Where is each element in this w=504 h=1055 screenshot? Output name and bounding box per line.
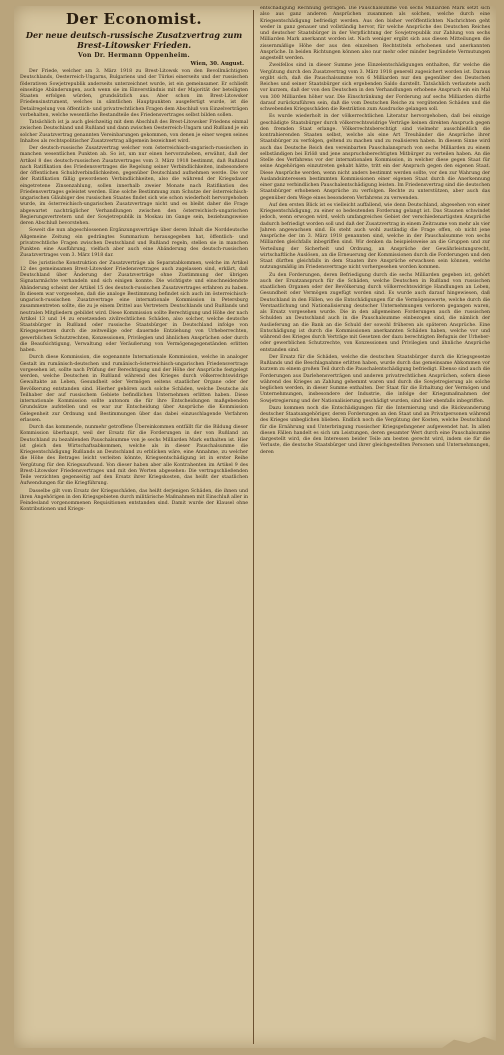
body-paragraph: Der deutsch-russische Zusatzvertrag welcher vom österreichisch-ungarisch-russischen in manchen wesentlichen Punkten ab. So ist, um nur einen hervorzuheben, erwähnt, daß der Artikel 8 des deutsch-russischen Zusatzvertrages vom 3. März 1918 bestimmt, daß Rußland nach Ratifikation des Friedensvertrages die Regelung seiner Verbindlichkeiten, insbesondere der öffentlichen Schuldverbindlichkeiten, gegenüber Deutschland aufnehmen werde. Die vor der Ratifikation fällig gewordenen Verbindlichkeiten, also die während der Kriegsdauer eingetretene Zinsenzahlung, sollen innerhalb zweier Monate nach Ratifikation des Friedensvertrages geleistet werden. Eine solche Bestimmung zum Schutze der österreichisch-ungarischen Gläubiger des russischen Staates findet sich wie schon wiederholt hervorgehoben wurde, im österreichisch-ungarischen Zusatzvertrage nicht und es bleibt daher die Frage abgewartet nachträglicher Verhandlungen zwischen den österreichisch-ungarischen Regierungsvertretern und der Sowjetrepublik in Moskau im Gange sein, beziehungsweise deren Abschluß bevorstehen. — [20, 146, 248, 226]
body-paragraph: Durch das kommende, nunmehr getroffene Übereinkommen entfällt für die Bildung dieser Kommission überhaupt, weil der Ersatz für die Forderungen in der von Rußland an Deutschland zu bezahlenden Pauschalsumme von je sechs Milliarden Mark enthalten ist. Hier ist gleich den Wirtschaftsabkommen, welche als in dieser Pauschalsumme die Kriegsentschädigung Rußlands an Deutschland zu erblicken wäre, eine Annahme, zu welcher die Höhe des Betrages leicht verleiten könnte, Kriegsentschädigung ist in erster Reihe Vergütung für den Kriegsaufwand. Von dieser haben aber alle Kontrahenten im Artikel 9 des Brest-Litowsker Friedensvertrages und mit den Worten abgesehen: Die vertragschließenden Teile verzichten gegenseitig auf den Ersatz ihrer Kriegskosten, das heißt der staatlichen Aufwendungen für die Kriegführung. — [20, 425, 248, 487]
body-paragraph: Der Friede, welcher am 3. März 1918 zu Brest-Litowsk von den Bevollmächtigten Deutschlands, Oesterreich-Ungarns, Bulgariens und der Türkei einerseits und der russischen föderativen Sowjetrepublik anderseits unterzeichnet wurde, ist ein gemeinsamer. Er schließt einseitige Abänderungen, auch wenn sie im Einverständnis mit der Majorität der beteiligten Staaten erfolgen würden, grundsätzlich aus. Aber schon im Brest-Litowsker Friedensinstrument, welches in sämtlichen Hauptpunkten ausgefertigt wurde, ist die Detailregelung von öffentlich- und privatrechtlichen Fragen dem Abschluß von Einzelverträgen vorbehalten, welche wesentliche Bestandteile des Friedensvertrages selbst bilden sollen. — [20, 69, 248, 118]
left-column — [20, 6, 248, 1048]
body-paragraph: Es wurde wiederholt in der völkerrechtlichen Literatur hervorgehoben, daß bei einzige geschädigte Staatsbürger durch völkerrechtswidrige Verträge keinen direkten Anspruch gegen den fremden Staat erlange. Völkerrechtsberechtigt sind vielmehr ausschließlich die kontrahierenden Staaten selbst, welche als eine Art Treuhänder die Ansprüche ihrer Staatsbürger zu verfolgen, geltend zu machen und zu realisieren haben. In diesem Sinne wird auch das Deutsche Reich den vereinbarten Pauschalanspruch von sechs Milliarden zu einem selbständigen bei Erlöß und jene anspruchsberechtigten Mitbürger zu verteilen haben. An die Stelle des Verfahrens vor der internationalen Kommission, in welcher diese gegen Staat für seine Angehörigen einzutreten gehabt hätte, tritt ein der Anspruch gegen den eigenen Staat. Diese Ansprüche werden, wenn nicht anders bestimmt werden sollte, vor den zur Wahrung der Auslandsinteressen bestimmten Kommissionen einer eigenen Staat durch die Anerkennung einer ganz verbindlichen Pauschalentschädigung leisten. Im Friedensvertrag sind die deutschen Staatsbürger erhobenen Ansprüche zu verfolgen. Rechte zu unterstützen, aber auch das gegenüber dem Wege eines besonderen Verfahrens zu verwenden. — [260, 114, 490, 201]
body-paragraph: Die juristische Konstruktion der Zusatzverträge als Separatabkommen, welche im Artikel 12 des gemeinsamen Brest-Litowsker Friedensvertrages auch zugelassen sind, erklärt, daß Deutschland über Änderung der Zusatzverträge ohne Zustimmung der übrigen Signatarmächte verhandeln und sich einigen konnte. Die wichtigste und einschneidendste Abänderung scheint der Artikel 15 des deutsch-russischen Zusatzvertrages erfahren zu haben. In diesem war vorgesehen, daß die analoge Bestimmung befindet sich auch im österreichisch-ungarisch-russischen Zusatzvertrage eine internationale Kommission in Petersburg zusammentreten sollte, die zu je einem Drittel aus Vertretern Deutschlands und Rußlands und neutralen Mitgliedern gebildet wird. Diese Kommission sollte Berechtigung und Höhe der nach Artikel 13 und 14 zu ersetzenden zivilrechtlichen Schäden, also solcher, welche deutsche Staatsbürger in Rußland oder russische Staatsbürger in Deutschland infolge von Kriegsgesetzen durch die zeitweilige oder dauernde Entziehung von Urheberrechten, gewerblichen Schutzrechten, Konzessionen, Privilegien und ähnlichen Ansprüchen oder durch die Beaufsichtigung, Verwaltung oder Veräußerung von Vermögensgegenständen erlitten haben. — [20, 260, 248, 353]
body-paragraph: Der Ersatz für die Schäden, welche die deutschen Staatsbürger durch die Kriegsgesetze Rußlands und die Beschlagnahme erlitten haben, wurde durch das gemeinsame Abkommen vor kurzem zu einem großen Teil durch die Pauschalentschädigung befriedigt. Ebenso sind auch die Forderungen aus Darlehensverträgen und anderen privatrechtlichen Ansprüchen, sofern diese während des Krieges an Zahlung gehemmt waren und durch die Sowjetregierung als solche beglichen werden, in dieser Summe enthalten. Der Staat für die Erhaltung der Vermögen und Unternehmungen, insbesondere der Industrie, die infolge der Kriegsmaßnahmen der Sowjetregierung und der Nationalisierung geschädigt wurden, sind hier ebenfalls inbegriffen. — [260, 354, 490, 404]
article-headline: Der neue deutsch-russische Zusatzvertrag zum Brest-Litowsker Frieden. — [25, 30, 243, 50]
body-paragraph: Tatsächlich ist ja auch gleichzeitig mit dem Abschluß des Brest-Litowsker Friedens einmal zwischen Deutschland und Rußland und dann zwischen Oesterreich-Ungarn und Rußland je ein solcher Zusatzvertrag genannten Vereinbarungen gekommen, von denen je einer wegen seines Inhaltes als rechtspolitischer Zusatzvertrag allgemein bezeichnet wird. — [20, 120, 248, 144]
masthead: Der Economist. — [65, 10, 203, 28]
body-paragraph: Durch diese Kommission, die sogenannte Internationale Kommission, welche in analoger Gestalt im rumänisch-deutschen und rumänisch-österreichisch-ungarischen Friedensvertrage vorgesehen ist, sollte nach Prüfung der Berechtigung und der Höhe der Ansprüche festgelegt werden, welche Deutschen in Rußland während des Krieges durch völkerrechtswidrige Gewaltakte an Leben, Gesundheit oder Vermögen seitens staatlicher Organe oder der Bevölkerung entstanden sind. Hierher gehören auch solche Schäden, welche Deutsche als Teilhaber der auf russischem Gebiete befindlichen Unternehmen erlitten haben. Diese internationale Kommission sollte autonom die für ihre Entscheidungen maßgebenden Grundsätze aufstellen und es war zur Entscheidung über Ansprüche die Kommission Gelegenheit zur Ordnung und Bestimmungen über das dabei einzuschlagende Verfahren erlassen. — [20, 355, 248, 423]
body-paragraph: Auf den ersten Blick ist es vielleicht auffallend, wie denn Deutschland, abgesehen von einer Kriegsentschädigung, zu einer so bedeutenden Forderung gelangt ist. Das Staunen schwindet jedoch, wenn erwogen wird, welch umfangreiches Gebiet der verschiedenartigsten Ansprüche dadurch befriedigt worden soll und daß der Zusatzvertrag in einem Zeitraume von mehr als vier Jahren angewachsen sind. Es steht auch wohl zuständig die Frage offen, ob nicht jene Ansprüche der im 3. März 1918 genannten sind, welche in der Pauschalsumme von sechs Milliarden gleichfalls inbegriffen sind. Wir denken da beispielsweise an die Gruppen und zur Verteilung der Sicherheit und Ordnung, an Ansprüche der Gewährleistungsrecht, wirtschaftliche Auslösen, an die Erneuerung der Kommissionen durch die Forderungen und den Staat dürften gleichfalls in dem Staaten ihre Ansprüche erwachsen sein können, welche nutzungsmäßig im Friedensvertrage nicht vorhergesehen worden kommen. — [260, 202, 490, 271]
body-paragraph: Dasselbe gilt vom Ersatz der Kriegsschäden, das heißt derjenigen Schäden, die ihnen und ihren Angehörigen in den Kriegsgebieten durch militärische Maßnahmen mit Einschluß aller in Feindesland vorgenommenen Requisitionen entstanden sind. Damit wurde der Klausel ohne Kontributionen und Kriegs- — [20, 488, 248, 513]
column-divider — [253, 10, 254, 1044]
dateline: Wien, 30. August. — [190, 61, 244, 67]
byline: Von Dr. Hermann Oppenheim. — [78, 52, 190, 59]
newspaper-clipping — [14, 6, 496, 1048]
body-paragraph: entschädigung Rechnung getragen. Die Pauschalsumme von sechs Milliarden Mark setzt sich also aus ganz anderen Ansprüchen zusammen als solchen, welche durch eine Kriegsentschädigung befriedigt werden. Aus den bisher veröffentlichten Nachrichten geht weder in ganz genauer und vollständig hervor, für welche Ansprüche des Deutschen Reiches und deutscher Staatsbürger in der Verpflichtung der Sowjetrepublik zur Zahlung von sechs Milliarden Mark anerkannt worden ist. Nach weniger ergibt sich aus diesen Mitteilungen die zissernmäßige Höhe der aus den einzelnen Rechtstiteln erhobenen und anerkannten Ansprüche. In beiden Richtungen können also nur mehr oder minder begründete Vermutungen angestellt werden. — [260, 6, 490, 61]
body-paragraph: Dazu kommen noch die Entschädigungen für die Internierung und die Rückwanderung deutscher Staatsangehöriger, deren Forderungen an den Staat und an Privatpersonen während des Krieges unbeglichen blieben. Endlich noch die Vergütung der Kosten, welche Deutschland für die Ernährung und Unterbringung russischer Kriegsgefangener aufgewendet hat. In allen diesen Fällen handelt es sich um Leistungen, deren gesamter Wert durch eine Pauschalsumme dargestellt wird, die den Interessen beider Teile am besten gerecht wird, indem sie für die Verluste, die deutsche Staatsbürger und ihrer gleichgestellten Personen und Unternehmungen, deren — [260, 405, 490, 455]
body-paragraph: Zu den Forderungen, deren Befriedigung durch die sechs Milliarden gegeben ist, gehört auch der Ersatzanspruch für die Schäden, welche Deutschen in Rußland von russischen staatlichen Organen oder der Bevölkerung durch völkerrechtswidrige Handlungen an Leben, Gesundheit oder Vermögen zugefügt worden sind. Es wurde auch darauf hingewiesen, daß Deutschland in den Fällen, wo die Entschädigungen für die Vermögenswerte, welche durch die Verstaatlichung und Nationalisierung deutscher Unternehmungen verloren gegangen waren, als Ersatz vorgesehen wurde. Die in den allgemeinen Forderungen auch die russischen Schulden an Deutschland auch in die Pauschalsumme einbezogen sind, die nämlich der Auslieferung an die Bank an die Schuld der sowohl früheren als späteren Ansprüche. Eine Entschädigung ist durch die Kommissionen anerkannten Schäden haben, welche vor und während des Krieges durch Verträge mit Gesetzen der dazu berechtigten Befugnis der Urheber- oder gewerblichen Schutzrechte, von Konzessionen und Privilegien und ähnliche Ansprüche entstanden sind. — [260, 272, 490, 353]
body-paragraph: Zweifellos sind in dieser Summe jene Einzelentschädigungen enthalten, für welche die Vergütung durch den Zusatzvertrag vom 3. März 1918 generell zugesichert worden ist. Daraus ergibt sich, daß die Pauschalsumme von 6 Milliarden nur den gegenüber des Deutschen Reiches und seiner Staatsbürger sich ergebenden Saldo darstellt. Tatsächlich verlautete auch vor kurzem, daß der von den Deutschen in den Verhandlungen erhobene Anspruch ein ein Mal von 300 Milliarden höher war. Die Einschränkung der Forderung auf sechs Milliarden dürfte darauf zurückzuführen sein, daß die vom Deutschen Reiche zu vergütenden Schäden und die schwebenden Kriegsschäden die Restriktion zum Ausdrucke gelangen soll. — [260, 63, 490, 112]
right-column — [260, 6, 490, 1048]
body-paragraph: Soweit die nun abgeschlossenen Ergänzungsverträge über deren Inhalt die Norddeutsche Allgemeine Zeitung ein gedrängtes Summarium herausgegeben hat, öffentlich- und privatrechtliche Fragen zwischen Deutschland und Rußland regeln, stellen sie in manchen Punkten eine Ausführung, vielfach aber auch eine Abänderung des deutsch-russischen Zusatzvertrages vom 3. März 1918 dar. — [20, 228, 248, 259]
